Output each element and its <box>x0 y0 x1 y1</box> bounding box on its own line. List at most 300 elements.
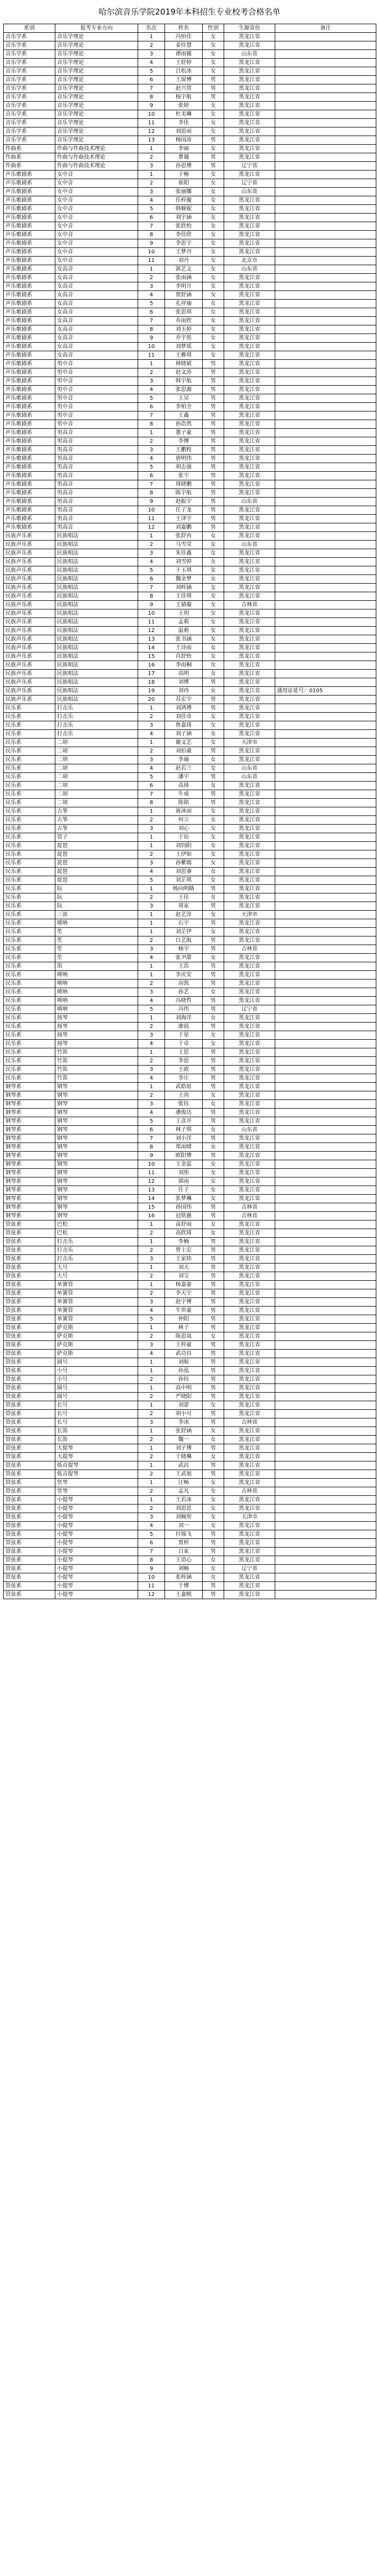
cell-major: 女中音 <box>55 231 138 239</box>
cell-gender: 女 <box>203 618 224 627</box>
cell-major: 低音提琴 <box>55 1461 138 1470</box>
cell-rank: 2 <box>138 541 165 549</box>
cell-gender: 女 <box>203 214 224 222</box>
cell-name: 任子 <box>165 1186 203 1195</box>
cell-name: 林子 <box>165 1324 203 1332</box>
cell-rank: 3 <box>138 188 165 196</box>
cell-department: 声乐歌剧系 <box>4 334 55 343</box>
cell-department: 音乐学系 <box>4 102 55 110</box>
cell-province: 黑龙江省 <box>224 807 275 816</box>
cell-province: 山东省 <box>224 188 275 196</box>
table-row <box>4 1513 376 1522</box>
cell-major: 古筝 <box>55 825 138 833</box>
cell-rank: 2 <box>138 893 165 902</box>
cell-name: 冯伟 <box>165 1005 203 1014</box>
table-row <box>4 678 376 687</box>
table-row <box>4 1427 376 1436</box>
cell-department: 管弦系 <box>4 1238 55 1246</box>
table-row <box>4 231 376 239</box>
cell-province: 黑龙江省 <box>224 84 275 93</box>
cell-remark <box>275 945 376 954</box>
cell-gender: 女 <box>203 1186 224 1195</box>
cell-name: 严晓阳 <box>165 1393 203 1401</box>
cell-rank: 1 <box>138 1384 165 1393</box>
cell-department: 管弦系 <box>4 1341 55 1350</box>
cell-rank: 10 <box>138 110 165 119</box>
table-row <box>4 291 376 300</box>
cell-gender: 男 <box>203 506 224 515</box>
table-row <box>4 1479 376 1487</box>
cell-remark <box>275 248 376 257</box>
cell-province: 黑龙江省 <box>224 1556 275 1565</box>
cell-name: 冠铭慈 <box>165 1212 203 1220</box>
cell-rank: 2 <box>138 713 165 721</box>
cell-remark <box>275 1298 376 1307</box>
cell-rank: 2 <box>138 850 165 859</box>
cell-department: 民乐系 <box>4 1040 55 1048</box>
cell-name: 武功昌 <box>165 1350 203 1358</box>
cell-gender: 女 <box>203 351 224 360</box>
cell-remark <box>275 1229 376 1238</box>
cell-remark <box>275 1513 376 1522</box>
cell-province: 辽宁省 <box>224 1565 275 1573</box>
cell-remark <box>275 153 376 162</box>
cell-province: 黑龙江省 <box>224 394 275 403</box>
cell-name: 杨嘉豪 <box>165 1281 203 1289</box>
cell-province: 黑龙江省 <box>224 816 275 825</box>
cell-department: 管弦系 <box>4 1487 55 1496</box>
cell-remark <box>275 429 376 437</box>
cell-province: 黑龙江省 <box>224 1505 275 1513</box>
cell-department: 作曲系 <box>4 153 55 162</box>
cell-major: 竹笛 <box>55 1057 138 1066</box>
cell-rank: 9 <box>138 1565 165 1573</box>
cell-remark <box>275 145 376 153</box>
table-row <box>4 386 376 394</box>
table-row <box>4 997 376 1005</box>
cell-gender: 男 <box>203 799 224 807</box>
cell-rank: 10 <box>138 1573 165 1582</box>
cell-province: 黑龙江省 <box>224 93 275 102</box>
cell-rank: 9 <box>138 239 165 248</box>
cell-remark <box>275 325 376 334</box>
table-row <box>4 377 376 386</box>
cell-department: 钢琴系 <box>4 1177 55 1186</box>
cell-major: 音乐学理论 <box>55 136 138 145</box>
table-row <box>4 928 376 936</box>
cell-gender: 女 <box>203 110 224 119</box>
cell-major: 钢琴 <box>55 1177 138 1186</box>
cell-major: 单簧管 <box>55 1298 138 1307</box>
cell-major: 钢琴 <box>55 1212 138 1220</box>
cell-major: 萨克斯 <box>55 1350 138 1358</box>
cell-province: 黑龙江省 <box>224 618 275 627</box>
cell-rank: 4 <box>138 1040 165 1048</box>
cell-department: 管弦系 <box>4 1332 55 1341</box>
cell-gender: 女 <box>203 1143 224 1152</box>
table-row <box>4 670 376 678</box>
cell-major: 唢呐 <box>55 971 138 980</box>
cell-gender: 男 <box>203 455 224 463</box>
cell-rank: 3 <box>138 945 165 954</box>
cell-major: 阮 <box>55 902 138 911</box>
cell-gender: 女 <box>203 343 224 351</box>
cell-department: 声乐歌剧系 <box>4 506 55 515</box>
cell-gender: 男 <box>203 1298 224 1307</box>
table-row <box>4 1134 376 1143</box>
cell-gender: 男 <box>203 463 224 472</box>
cell-province: 黑龙江省 <box>224 463 275 472</box>
cell-department: 管弦系 <box>4 1573 55 1582</box>
cell-remark <box>275 1083 376 1091</box>
cell-name: 孙泓 <box>165 1367 203 1375</box>
cell-province: 黑龙江省 <box>224 317 275 325</box>
cell-province: 吉林省 <box>224 1418 275 1427</box>
cell-name: 刘博 <box>165 678 203 687</box>
cell-department: 声乐歌剧系 <box>4 222 55 231</box>
cell-name: 王梦丹 <box>165 248 203 257</box>
cell-remark <box>275 1375 376 1384</box>
cell-name: 高欣琦 <box>165 1229 203 1238</box>
cell-name: 李思宇 <box>165 239 203 248</box>
table-row <box>4 1083 376 1091</box>
cell-province: 黑龙江省 <box>224 377 275 386</box>
cell-name: 张思源 <box>165 386 203 394</box>
cell-province: 黑龙江省 <box>224 850 275 859</box>
cell-remark <box>275 394 376 403</box>
cell-rank: 4 <box>138 1109 165 1117</box>
cell-gender: 男 <box>203 1539 224 1548</box>
cell-remark <box>275 997 376 1005</box>
cell-department: 声乐歌剧系 <box>4 188 55 196</box>
table-row <box>4 274 376 282</box>
cell-province: 黑龙江省 <box>224 1074 275 1083</box>
cell-province: 黑龙江省 <box>224 205 275 214</box>
cell-name: 刘小洋 <box>165 1134 203 1143</box>
cell-gender: 男 <box>203 1358 224 1367</box>
table-row <box>4 1289 376 1298</box>
cell-remark <box>275 575 376 584</box>
cell-major: 民族唱法 <box>55 696 138 704</box>
cell-major: 笙 <box>55 945 138 954</box>
table-row <box>4 523 376 532</box>
cell-remark <box>275 489 376 498</box>
cell-department: 声乐歌剧系 <box>4 403 55 411</box>
cell-remark <box>275 1315 376 1324</box>
cell-remark <box>275 1091 376 1100</box>
cell-gender: 男 <box>203 1152 224 1160</box>
table-row <box>4 50 376 59</box>
cell-major: 女高音 <box>55 351 138 360</box>
cell-department: 民族声乐系 <box>4 661 55 670</box>
cell-name: 王尚 <box>165 1091 203 1100</box>
cell-name: 肖舒怡 <box>165 652 203 661</box>
table-row <box>4 954 376 962</box>
cell-gender: 女 <box>203 549 224 558</box>
cell-department: 管弦系 <box>4 1255 55 1264</box>
cell-rank: 6 <box>138 575 165 584</box>
cell-rank: 13 <box>138 1186 165 1195</box>
cell-name: 陈思岚 <box>165 1332 203 1341</box>
cell-remark <box>275 1393 376 1401</box>
table-row <box>4 188 376 196</box>
cell-province: 黑龙江省 <box>224 1470 275 1479</box>
cell-name: 韩婉妮 <box>165 205 203 214</box>
cell-province: 黑龙江省 <box>224 515 275 523</box>
cell-rank: 9 <box>138 334 165 343</box>
cell-gender: 男 <box>203 1591 224 1599</box>
table-row <box>4 1023 376 1031</box>
cell-department: 管弦系 <box>4 1350 55 1358</box>
cell-remark <box>275 566 376 575</box>
cell-department: 钢琴系 <box>4 1117 55 1126</box>
cell-rank: 2 <box>138 274 165 282</box>
cell-rank: 7 <box>138 84 165 93</box>
cell-rank: 3 <box>138 1031 165 1040</box>
cell-gender: 女 <box>203 764 224 773</box>
cell-major: 作曲与作曲技术理论 <box>55 145 138 153</box>
cell-province: 黑龙江省 <box>224 1195 275 1203</box>
cell-name: 任梓璇 <box>165 196 203 205</box>
cell-department: 管弦系 <box>4 1582 55 1591</box>
table-row <box>4 1548 376 1556</box>
cell-department: 民乐系 <box>4 919 55 928</box>
cell-remark <box>275 222 376 231</box>
cell-remark <box>275 721 376 730</box>
cell-remark <box>275 678 376 687</box>
table-row <box>4 317 376 325</box>
cell-province: 黑龙江省 <box>224 136 275 145</box>
cell-gender: 女 <box>203 635 224 644</box>
cell-name: 王佳琪 <box>165 592 203 601</box>
cell-remark <box>275 893 376 902</box>
cell-gender: 男 <box>203 1272 224 1281</box>
cell-major: 唢呐 <box>55 1005 138 1014</box>
cell-gender: 男 <box>203 1530 224 1539</box>
cell-rank: 5 <box>138 1530 165 1539</box>
cell-department: 管弦系 <box>4 1324 55 1332</box>
cell-remark <box>275 33 376 41</box>
cell-rank: 2 <box>138 1229 165 1238</box>
cell-department: 管弦系 <box>4 1384 55 1393</box>
cell-rank: 3 <box>138 549 165 558</box>
cell-department: 音乐学系 <box>4 67 55 76</box>
cell-rank: 1 <box>138 1401 165 1410</box>
table-row <box>4 721 376 730</box>
cell-department: 民乐系 <box>4 962 55 971</box>
header-remark: 备注 <box>275 24 376 33</box>
cell-remark <box>275 773 376 782</box>
cell-rank: 1 <box>138 429 165 437</box>
cell-gender: 男 <box>203 1384 224 1393</box>
table-row <box>4 1220 376 1229</box>
cell-rank: 2 <box>138 179 165 188</box>
cell-name: 苗舒雨 <box>165 1220 203 1229</box>
table-row <box>4 756 376 764</box>
cell-remark <box>275 816 376 825</box>
cell-rank: 1 <box>138 171 165 179</box>
cell-name: 赵艺淳 <box>165 911 203 919</box>
cell-department: 民乐系 <box>4 782 55 790</box>
cell-province: 黑龙江省 <box>224 971 275 980</box>
cell-name: 孟凡 <box>165 1487 203 1496</box>
cell-major: 男高音 <box>55 523 138 532</box>
cell-remark <box>275 403 376 411</box>
cell-name: 李柏全 <box>165 403 203 411</box>
cell-gender: 男 <box>203 1418 224 1427</box>
table-row <box>4 1522 376 1530</box>
cell-province: 黑龙江省 <box>224 1548 275 1556</box>
cell-gender: 男 <box>203 1238 224 1246</box>
cell-name: 李天宇 <box>165 1289 203 1298</box>
cell-province: 黑龙江省 <box>224 1238 275 1246</box>
cell-gender: 男 <box>203 1083 224 1091</box>
cell-name: 刘一 <box>165 1522 203 1530</box>
cell-department: 民乐系 <box>4 747 55 756</box>
cell-province: 黑龙江省 <box>224 1186 275 1195</box>
cell-name: 张梓涵 <box>165 1573 203 1582</box>
cell-gender: 女 <box>203 584 224 592</box>
cell-gender: 女 <box>203 1014 224 1023</box>
cell-province: 黑龙江省 <box>224 954 275 962</box>
cell-remark <box>275 1177 376 1186</box>
cell-remark <box>275 756 376 764</box>
table-row <box>4 1126 376 1134</box>
cell-rank: 1 <box>138 928 165 936</box>
cell-remark <box>275 1582 376 1591</box>
cell-remark <box>275 368 376 377</box>
cell-province: 黑龙江省 <box>224 678 275 687</box>
cell-department: 声乐歌剧系 <box>4 523 55 532</box>
cell-major: 巴松 <box>55 1229 138 1238</box>
cell-province: 黑龙江省 <box>224 1522 275 1530</box>
cell-rank: 11 <box>138 351 165 360</box>
cell-gender: 女 <box>203 739 224 747</box>
cell-rank: 4 <box>138 1522 165 1530</box>
cell-department: 声乐歌剧系 <box>4 489 55 498</box>
cell-major: 男中音 <box>55 411 138 420</box>
cell-rank: 16 <box>138 661 165 670</box>
cell-major: 男高音 <box>55 463 138 472</box>
cell-department: 声乐歌剧系 <box>4 437 55 446</box>
cell-rank: 2 <box>138 1332 165 1341</box>
cell-remark <box>275 1461 376 1470</box>
cell-name: 刘天 <box>165 1264 203 1272</box>
cell-department: 声乐歌剧系 <box>4 248 55 257</box>
cell-department: 声乐歌剧系 <box>4 394 55 403</box>
cell-remark <box>275 1134 376 1143</box>
cell-department: 管弦系 <box>4 1220 55 1229</box>
cell-rank: 1 <box>138 1427 165 1436</box>
cell-department: 声乐歌剧系 <box>4 360 55 368</box>
cell-gender: 女 <box>203 850 224 859</box>
cell-remark <box>275 1427 376 1436</box>
cell-province: 黑龙江省 <box>224 196 275 205</box>
cell-rank: 3 <box>138 162 165 171</box>
cell-department: 音乐学系 <box>4 93 55 102</box>
cell-gender: 女 <box>203 575 224 584</box>
cell-rank: 1 <box>138 885 165 893</box>
cell-province: 黑龙江省 <box>224 1461 275 1470</box>
cell-remark <box>275 1272 376 1281</box>
cell-gender: 男 <box>203 489 224 498</box>
cell-gender: 男 <box>203 747 224 756</box>
cell-gender: 女 <box>203 1496 224 1505</box>
cell-gender: 女 <box>203 1031 224 1040</box>
cell-province: 吉林省 <box>224 1487 275 1496</box>
cell-remark <box>275 1573 376 1582</box>
cell-name: 郑雨晴 <box>165 1143 203 1152</box>
cell-major: 男高音 <box>55 429 138 437</box>
cell-department: 民乐系 <box>4 790 55 799</box>
table-row <box>4 885 376 893</box>
cell-gender: 女 <box>203 1177 224 1186</box>
cell-major: 小提琴 <box>55 1522 138 1530</box>
cell-gender: 男 <box>203 403 224 411</box>
cell-name: 刘芷琪 <box>165 876 203 885</box>
cell-gender: 女 <box>203 282 224 291</box>
cell-rank: 8 <box>138 799 165 807</box>
cell-department: 钢琴系 <box>4 1100 55 1109</box>
table-row <box>4 764 376 773</box>
table-row <box>4 282 376 291</box>
cell-province: 黑龙江省 <box>224 1255 275 1264</box>
cell-major: 打击乐 <box>55 713 138 721</box>
cell-name: 吕松冰 <box>165 67 203 76</box>
cell-rank: 20 <box>138 696 165 704</box>
cell-gender: 男 <box>203 480 224 489</box>
cell-name: 张梦琳 <box>165 1195 203 1203</box>
cell-rank: 6 <box>138 472 165 480</box>
cell-department: 管弦系 <box>4 1264 55 1272</box>
table-row <box>4 799 376 807</box>
cell-remark <box>275 868 376 876</box>
table-row <box>4 713 376 721</box>
cell-major: 男高音 <box>55 446 138 455</box>
table-row <box>4 584 376 592</box>
cell-province: 黑龙江省 <box>224 214 275 222</box>
cell-rank: 2 <box>138 1487 165 1496</box>
cell-gender: 女 <box>203 1401 224 1410</box>
cell-name: 乔宇彤 <box>165 334 203 343</box>
table-row <box>4 1565 376 1573</box>
cell-major: 女高音 <box>55 317 138 325</box>
cell-name: 李博 <box>165 437 203 446</box>
cell-department: 管弦系 <box>4 1479 55 1487</box>
cell-remark <box>275 885 376 893</box>
cell-name: 赵振宇 <box>165 498 203 506</box>
table-row <box>4 368 376 377</box>
cell-remark <box>275 747 376 756</box>
cell-remark <box>275 127 376 136</box>
cell-gender: 女 <box>203 222 224 231</box>
cell-name: 孙国伟 <box>165 1203 203 1212</box>
cell-name: 曹越 <box>165 153 203 162</box>
cell-name: 孙艺 <box>165 988 203 997</box>
cell-rank: 8 <box>138 1143 165 1152</box>
cell-name: 付瑞飞 <box>165 1530 203 1539</box>
cell-name: 胡志强 <box>165 463 203 472</box>
table-row <box>4 609 376 618</box>
cell-name: 杨国涛 <box>165 136 203 145</box>
admission-list-table <box>3 24 376 1599</box>
cell-rank: 11 <box>138 1582 165 1591</box>
cell-province: 黑龙江省 <box>224 747 275 756</box>
cell-department: 民乐系 <box>4 1023 55 1031</box>
cell-province: 黑龙江省 <box>224 386 275 394</box>
cell-gender: 女 <box>203 59 224 67</box>
cell-name: 李雨桐 <box>165 661 203 670</box>
